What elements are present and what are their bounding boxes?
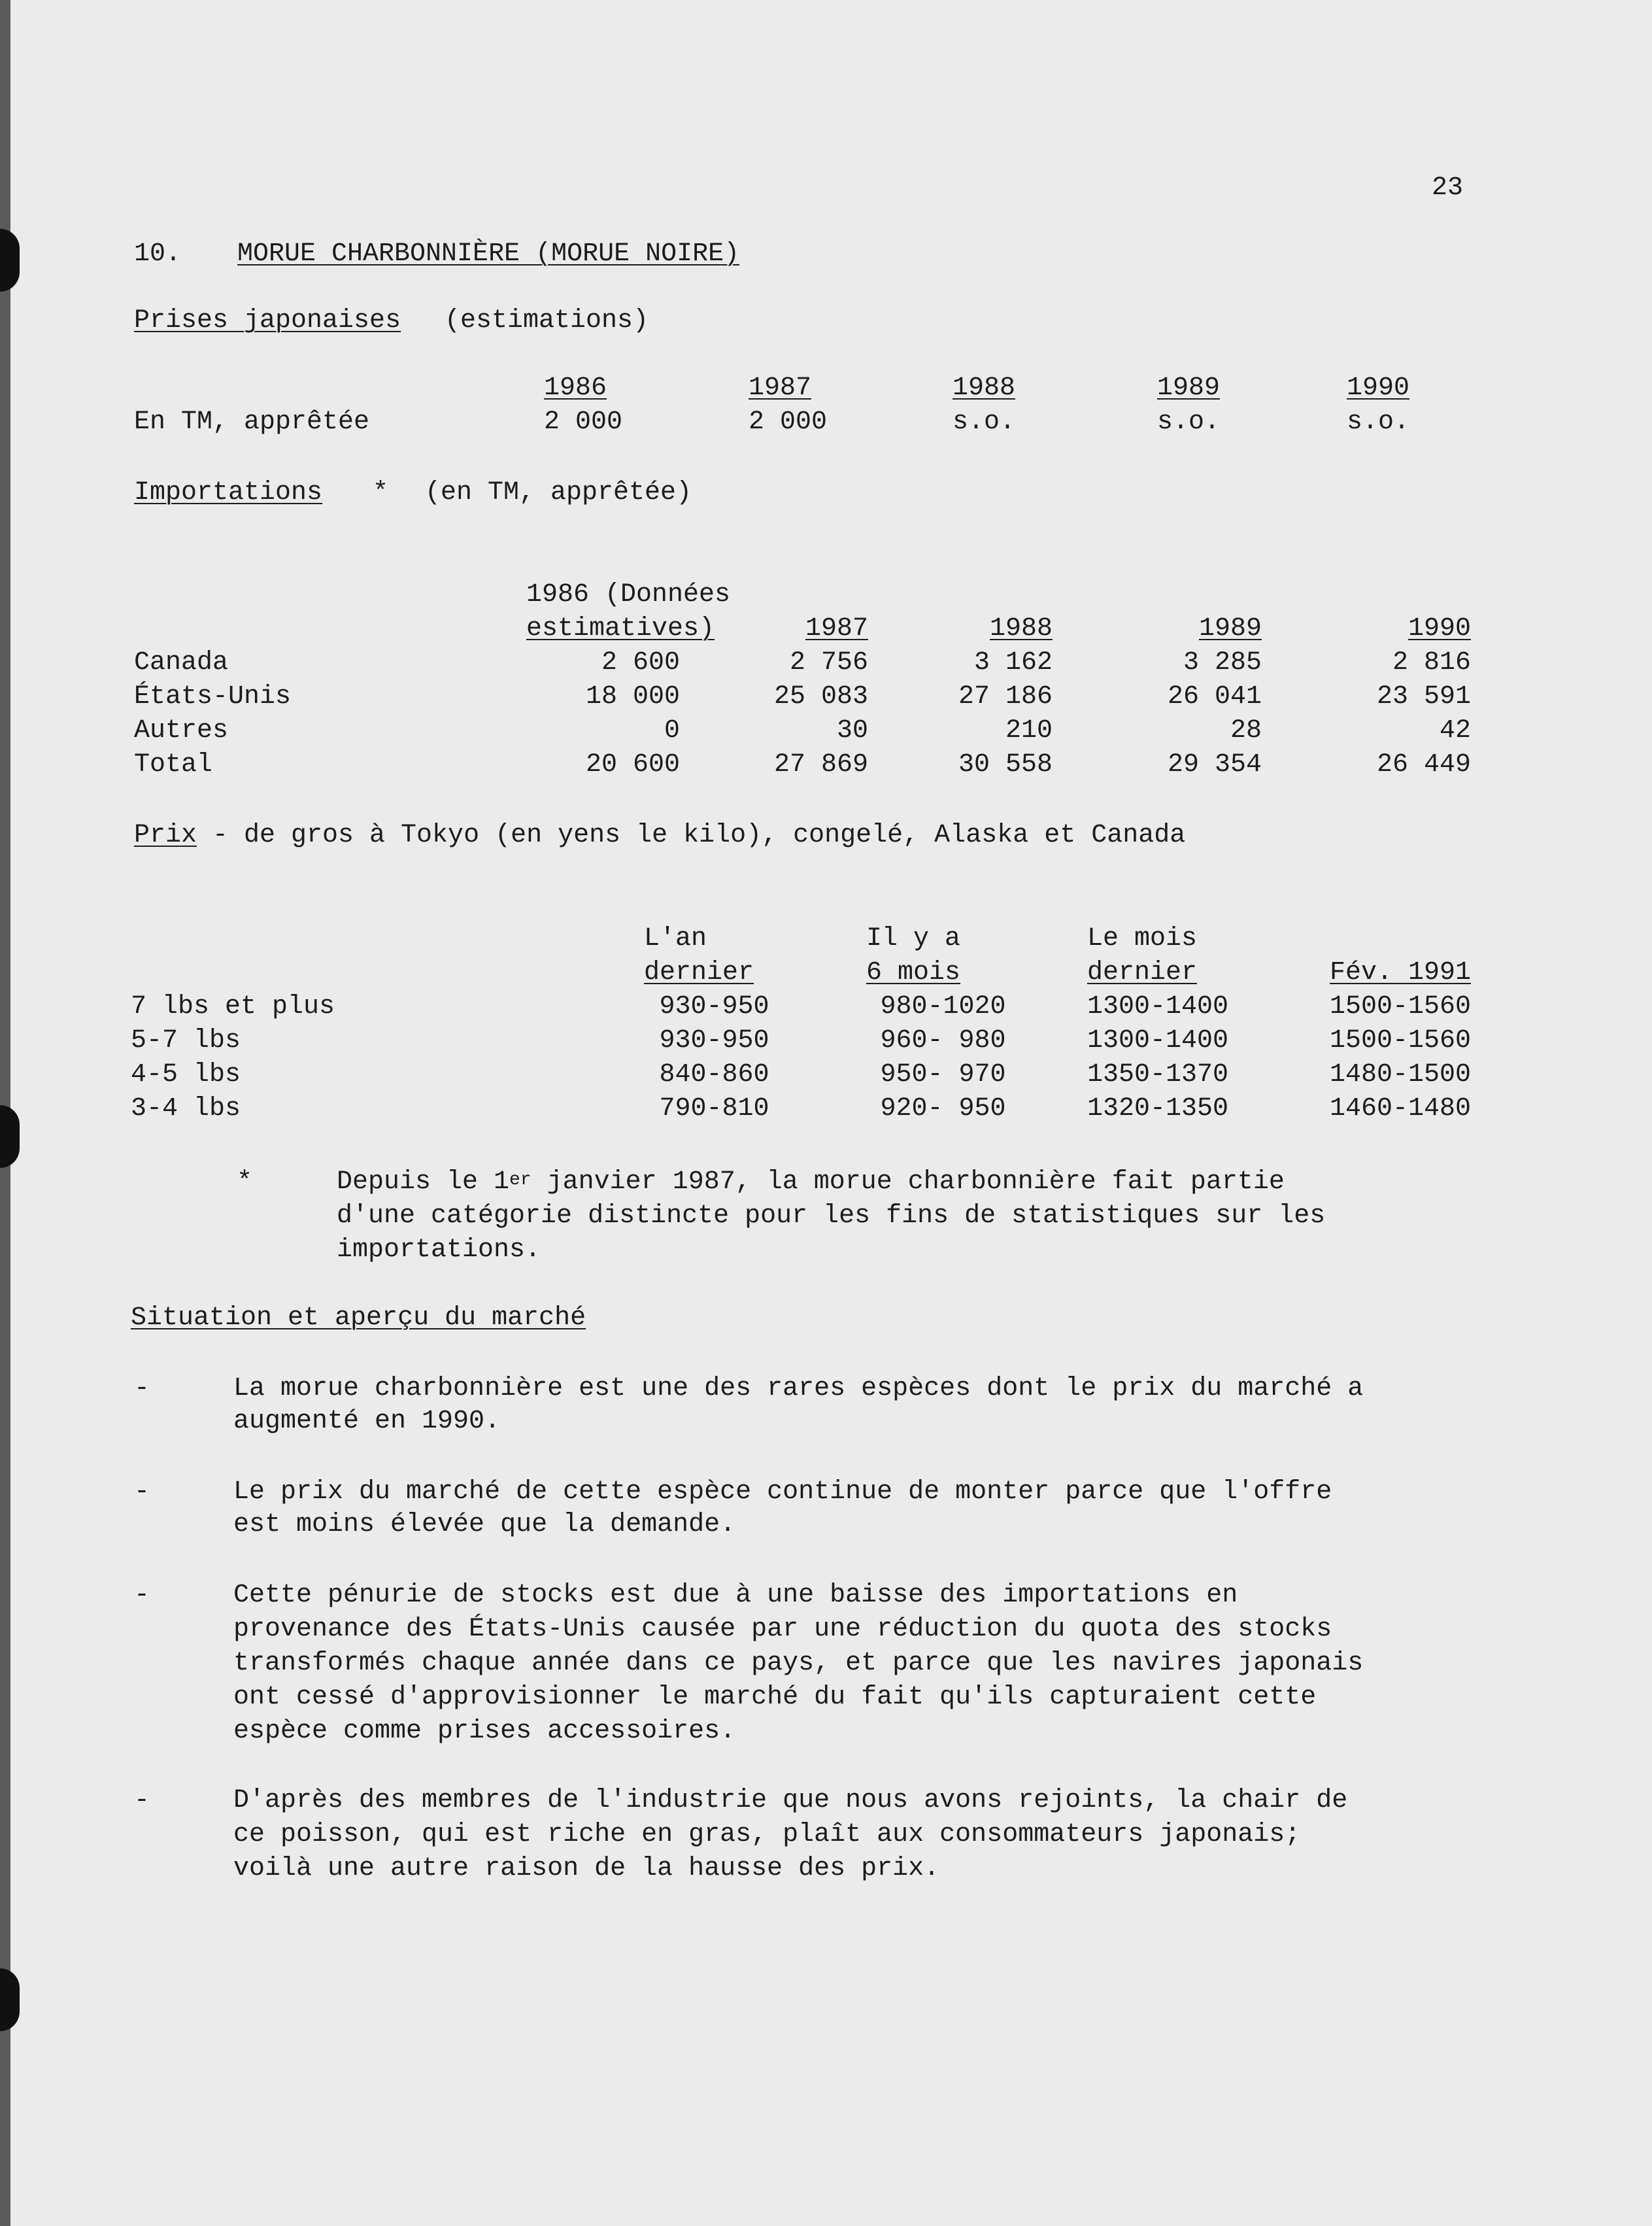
importations-row-label: Autres: [134, 716, 229, 745]
prises-year: 1987: [749, 373, 812, 403]
prix-cell: 950- 970: [880, 1060, 1006, 1089]
prix-col-header: L'an: [644, 924, 707, 953]
footnote-superscript: er: [509, 1170, 531, 1190]
bullet-dash: -: [134, 1786, 150, 1815]
prix-cell: 1300-1400: [1087, 992, 1229, 1021]
prises-value: s.o.: [952, 407, 1016, 437]
importations-cell: 26 449: [1376, 750, 1471, 779]
prix-cell: 1500-1560: [1329, 992, 1471, 1021]
importations-row-label: Canada: [134, 648, 229, 677]
prix-cell: 920- 950: [880, 1094, 1006, 1123]
importations-row-label: États-Unis: [134, 682, 292, 711]
prix-cell: 1350-1370: [1087, 1060, 1229, 1089]
paragraph-line: provenance des États-Unis causée par une réduction du quota des stocks: [233, 1615, 1332, 1644]
section-number: 10.: [134, 239, 182, 269]
situation-heading: Situation et aperçu du marché: [131, 1303, 586, 1333]
prix-col-header: Le mois: [1087, 924, 1198, 953]
footnote-line: d'une catégorie distincte pour les fins de statistiques sur les: [337, 1201, 1326, 1231]
prises-heading-suffix: (estimations): [445, 306, 649, 335]
importations-heading-suffix: (en TM, apprêtée): [425, 478, 692, 507]
prix-cell: 790-810: [659, 1094, 769, 1123]
prix-col-header: Il y a: [866, 924, 961, 953]
importations-cell: 28: [1230, 716, 1262, 745]
paragraph-line: ce poisson, qui est riche en gras, plaît aux consommateurs japonais;: [233, 1820, 1301, 1849]
prises-row-label: En TM, apprêtée: [134, 407, 370, 437]
footnote-line: [337, 1165, 1285, 1201]
importations-year: 1987: [805, 614, 868, 643]
prix-cell: 1460-1480: [1329, 1094, 1471, 1123]
prises-value: s.o.: [1157, 407, 1221, 437]
prix-col-header: dernier: [1087, 958, 1198, 987]
prix-heading: Prix: [134, 821, 197, 850]
prises-value: 2 000: [749, 407, 828, 437]
importations-cell: 2 600: [601, 648, 680, 677]
prix-cell: 980-1020: [880, 992, 1006, 1021]
paragraph-line: Le prix du marché de cette espèce continue de monter parce que l'offre: [233, 1477, 1332, 1507]
prix-cell: 1320-1350: [1087, 1094, 1229, 1123]
importations-cell: 30: [836, 716, 868, 745]
section-title: MORUE CHARBONNIÈRE (MORUE NOIRE): [237, 239, 740, 269]
importations-cell: 23 591: [1376, 682, 1471, 711]
prises-heading: Prises japonaises: [134, 306, 401, 335]
prises-year: 1988: [952, 373, 1016, 403]
importations-heading: Importations: [134, 478, 323, 507]
importations-row-label: Total: [134, 750, 213, 779]
prix-row-label: 4-5 lbs: [131, 1060, 241, 1089]
paragraph-line: ont cessé d'approvisionner le marché du fait qu'ils capturaient cette: [233, 1683, 1317, 1712]
prix-row-label: 5-7 lbs: [131, 1026, 241, 1055]
prix-row-label: 3-4 lbs: [131, 1094, 241, 1123]
prises-value: 2 000: [544, 407, 623, 437]
footnote-line: importations.: [337, 1235, 541, 1265]
prix-cell: 930-950: [659, 1026, 769, 1055]
paragraph-line: est moins élevée que la demande.: [233, 1510, 736, 1539]
importations-cell: 30 558: [958, 750, 1053, 779]
bullet-dash: -: [134, 1477, 150, 1507]
prix-cell: 1500-1560: [1329, 1026, 1471, 1055]
importations-year: 1989: [1198, 614, 1262, 643]
importations-cell: 2 816: [1392, 648, 1471, 677]
paragraph-line: voilà une autre raison de la hausse des prix.: [233, 1854, 940, 1883]
prises-year: 1990: [1347, 373, 1410, 403]
page-number: 23: [1432, 173, 1464, 203]
prises-year: 1986: [544, 373, 607, 403]
footnote-text: janvier 1987, la morue charbonnière fait partie: [531, 1167, 1285, 1197]
prix-col-header: dernier: [644, 958, 754, 987]
prix-cell: 930-950: [659, 992, 769, 1021]
punch-hole: [0, 1105, 20, 1168]
prix-heading-suffix: - de gros à Tokyo (en yens le kilo), congelé, Alaska et Canada: [212, 821, 1186, 850]
importations-col-header: estimatives): [526, 614, 715, 643]
importations-year: 1990: [1408, 614, 1471, 643]
paragraph-line: espèce comme prises accessoires.: [233, 1717, 736, 1746]
paragraph-line: La morue charbonnière est une des rares espèces dont le prix du marché a: [233, 1374, 1364, 1403]
importations-cell: 18 000: [585, 682, 680, 711]
importations-asterisk: *: [373, 478, 389, 507]
importations-col-header: 1986 (Données: [526, 580, 731, 609]
importations-cell: 2 756: [789, 648, 868, 677]
importations-cell: 3 285: [1183, 648, 1262, 677]
prix-cell: 840-860: [659, 1060, 769, 1089]
importations-cell: 26 041: [1167, 682, 1262, 711]
footnote-marker: *: [237, 1167, 253, 1197]
importations-year: 1988: [989, 614, 1053, 643]
paragraph-line: transformés chaque année dans ce pays, et parce que les navires japonais: [233, 1649, 1364, 1678]
prix-col-header: 6 mois: [866, 958, 961, 987]
importations-cell: 20 600: [585, 750, 680, 779]
prises-year: 1989: [1157, 373, 1221, 403]
importations-cell: 27 186: [958, 682, 1053, 711]
prises-value: s.o.: [1347, 407, 1410, 437]
prix-row-label: 7 lbs et plus: [131, 992, 335, 1021]
paragraph-line: Cette pénurie de stocks est due à une baisse des importations en: [233, 1581, 1238, 1610]
bullet-dash: -: [134, 1581, 150, 1610]
importations-cell: 3 162: [973, 648, 1053, 677]
importations-cell: 42: [1439, 716, 1471, 745]
punch-hole: [0, 229, 20, 292]
importations-cell: 29 354: [1167, 750, 1262, 779]
importations-cell: 210: [1005, 716, 1053, 745]
bullet-dash: -: [134, 1374, 150, 1403]
importations-cell: 27 869: [773, 750, 868, 779]
importations-cell: 0: [664, 716, 680, 745]
paragraph-line: augmenté en 1990.: [233, 1407, 501, 1436]
prix-cell: 1300-1400: [1087, 1026, 1229, 1055]
importations-cell: 25 083: [773, 682, 868, 711]
punch-hole: [0, 1968, 20, 2031]
footnote-text: Depuis le 1: [337, 1167, 510, 1197]
prix-cell: 1480-1500: [1329, 1060, 1471, 1089]
prix-col-header: Fév. 1991: [1329, 958, 1471, 987]
paragraph-line: D'après des membres de l'industrie que nous avons rejoints, la chair de: [233, 1786, 1348, 1815]
prix-cell: 960- 980: [880, 1026, 1006, 1055]
